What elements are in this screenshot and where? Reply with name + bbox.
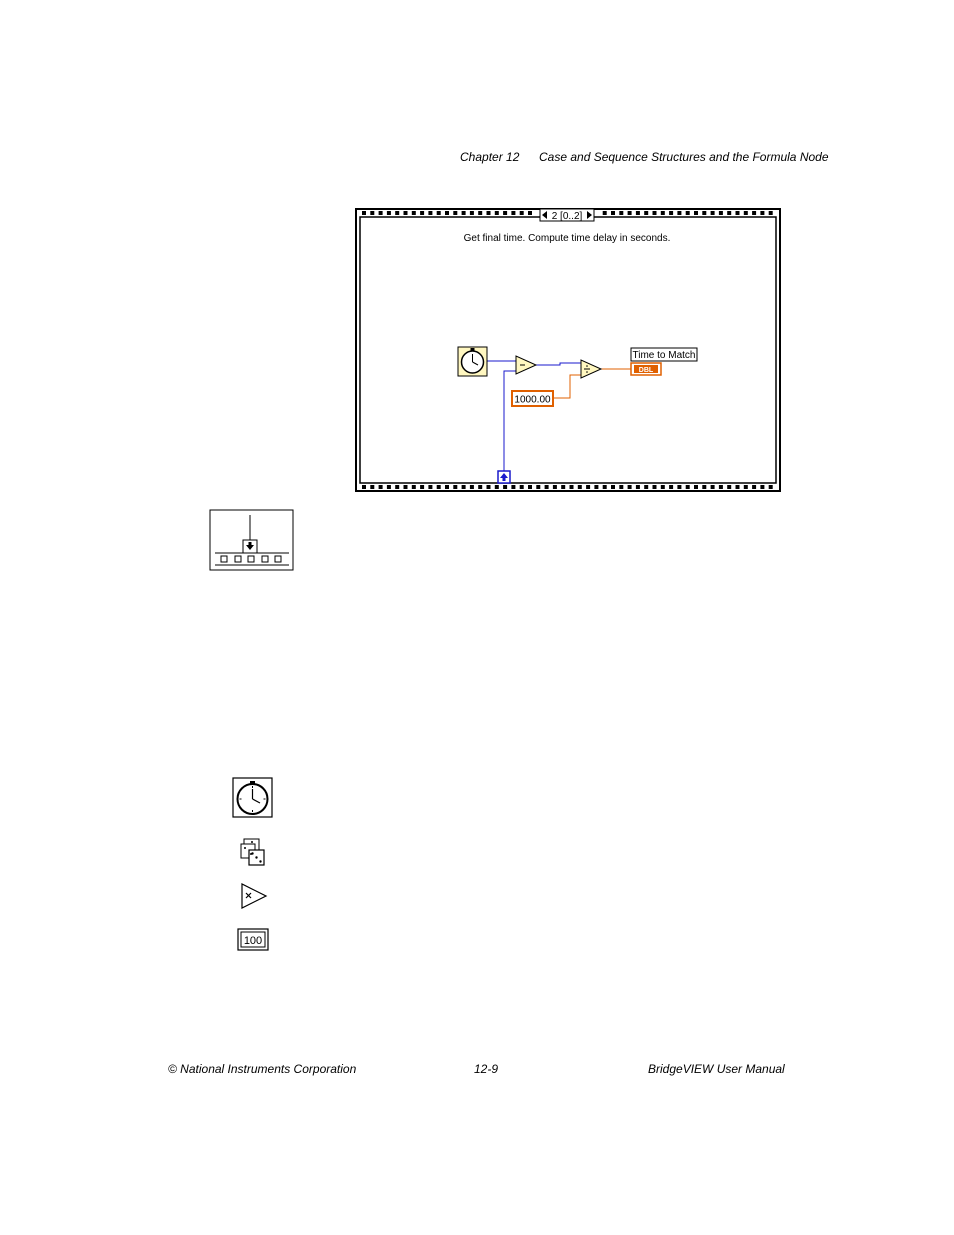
film-strip-hole bbox=[462, 211, 466, 215]
film-strip-hole bbox=[611, 485, 615, 489]
indicator-type: DBL bbox=[638, 367, 654, 374]
film-strip-hole bbox=[736, 485, 740, 489]
film-strip-hole bbox=[453, 485, 457, 489]
film-strip-hole bbox=[744, 485, 748, 489]
frame-selector[interactable] bbox=[540, 209, 594, 222]
film-strip-hole bbox=[752, 485, 756, 489]
film-strip-hole bbox=[760, 211, 764, 215]
film-strip-hole bbox=[702, 211, 706, 215]
footer-page-number: 12-9 bbox=[474, 1062, 499, 1076]
film-strip-hole bbox=[511, 485, 515, 489]
film-strip-hole bbox=[503, 485, 507, 489]
film-strip-hole bbox=[661, 211, 665, 215]
film-strip-hole bbox=[677, 485, 681, 489]
film-strip-hole bbox=[752, 211, 756, 215]
film-strip-hole bbox=[653, 485, 657, 489]
random-number-icon bbox=[240, 838, 266, 866]
film-strip-hole bbox=[528, 485, 532, 489]
film-strip-hole bbox=[487, 211, 491, 215]
film-strip-hole bbox=[404, 211, 408, 215]
numeric-constant-icon bbox=[237, 928, 269, 951]
chapter-title: Case and Sequence Structures and the Formula Node bbox=[539, 150, 829, 164]
film-strip-hole bbox=[619, 211, 623, 215]
film-strip-hole bbox=[370, 211, 374, 215]
film-strip-hole bbox=[686, 211, 690, 215]
film-strip-hole bbox=[379, 485, 383, 489]
film-strip-hole bbox=[387, 211, 391, 215]
film-strip-hole bbox=[619, 485, 623, 489]
film-strip-hole bbox=[520, 211, 524, 215]
indicator-label: Time to Match bbox=[632, 350, 696, 361]
film-strip-hole bbox=[453, 211, 457, 215]
film-strip-hole bbox=[769, 485, 773, 489]
film-strip-hole bbox=[495, 485, 499, 489]
film-strip-hole bbox=[536, 485, 540, 489]
film-strip-hole bbox=[387, 485, 391, 489]
film-strip-hole bbox=[661, 485, 665, 489]
film-strip-hole bbox=[528, 211, 532, 215]
film-strip-hole bbox=[462, 485, 466, 489]
sequence-inner-frame bbox=[360, 217, 776, 483]
constant-value: 1000.00 bbox=[514, 394, 551, 406]
film-strip-hole bbox=[711, 485, 715, 489]
film-strip-hole bbox=[487, 485, 491, 489]
footer-copyright: © National Instruments Corporation bbox=[168, 1062, 357, 1076]
film-strip-hole bbox=[362, 211, 366, 215]
diagram-comment: Get final time. Compute time delay in seconds. bbox=[463, 233, 671, 244]
film-strip-hole bbox=[711, 211, 715, 215]
film-strip-hole bbox=[669, 211, 673, 215]
film-strip-hole bbox=[437, 211, 441, 215]
film-strip-hole bbox=[395, 485, 399, 489]
film-strip-hole bbox=[702, 485, 706, 489]
numeric-constant-1000[interactable] bbox=[512, 391, 553, 406]
film-strip-hole bbox=[694, 211, 698, 215]
film-strip-hole bbox=[578, 485, 582, 489]
film-strip-hole bbox=[669, 485, 673, 489]
film-strip-hole bbox=[470, 485, 474, 489]
film-strip-hole bbox=[570, 485, 574, 489]
film-strip-hole bbox=[520, 485, 524, 489]
sequence-local-terminal[interactable] bbox=[498, 471, 510, 483]
footer-manual-title: BridgeVIEW User Manual bbox=[648, 1062, 785, 1076]
film-strip-hole bbox=[511, 211, 515, 215]
film-strip-hole bbox=[594, 485, 598, 489]
numeric-constant-icon-value: 100 bbox=[243, 935, 263, 947]
film-strip-hole bbox=[470, 211, 474, 215]
film-strip-hole bbox=[395, 211, 399, 215]
film-strip-hole bbox=[644, 211, 648, 215]
film-strip-hole bbox=[437, 485, 441, 489]
film-strip-hole bbox=[636, 211, 640, 215]
film-strip-hole bbox=[478, 485, 482, 489]
sequence-structure-diagram bbox=[354, 207, 782, 493]
film-strip-hole bbox=[445, 485, 449, 489]
frame-selector-label: 2 [0..2] bbox=[551, 211, 583, 222]
chapter-label: Chapter 12 bbox=[460, 150, 520, 164]
film-strip-hole bbox=[445, 211, 449, 215]
film-strip-hole bbox=[628, 485, 632, 489]
tick-count-node[interactable] bbox=[458, 347, 487, 376]
film-strip-hole bbox=[603, 485, 607, 489]
film-strip-hole bbox=[561, 485, 565, 489]
film-strip-hole bbox=[677, 211, 681, 215]
film-strip-hole bbox=[586, 485, 590, 489]
film-strip-hole bbox=[644, 485, 648, 489]
film-strip-hole bbox=[495, 211, 499, 215]
film-strip-hole bbox=[503, 211, 507, 215]
film-strip-hole bbox=[412, 485, 416, 489]
tick-count-icon bbox=[232, 777, 273, 818]
film-strip-hole bbox=[686, 485, 690, 489]
film-strip-hole bbox=[719, 211, 723, 215]
film-strip-hole bbox=[636, 485, 640, 489]
film-strip-hole bbox=[744, 211, 748, 215]
film-strip-hole bbox=[611, 211, 615, 215]
film-strip-hole bbox=[553, 485, 557, 489]
film-strip-hole bbox=[379, 211, 383, 215]
film-strip-hole bbox=[370, 485, 374, 489]
dbl-indicator-terminal[interactable] bbox=[631, 363, 661, 375]
film-strip-hole bbox=[603, 211, 607, 215]
film-strip-hole bbox=[404, 485, 408, 489]
film-strip-hole bbox=[628, 211, 632, 215]
film-strip-hole bbox=[362, 485, 366, 489]
film-strip-hole bbox=[694, 485, 698, 489]
film-strip-hole bbox=[545, 485, 549, 489]
film-strip-hole bbox=[760, 485, 764, 489]
film-strip-hole bbox=[769, 211, 773, 215]
multiply-icon bbox=[240, 882, 268, 910]
film-strip-hole bbox=[653, 211, 657, 215]
film-strip-hole bbox=[719, 485, 723, 489]
film-strip-hole bbox=[727, 211, 731, 215]
sequence-local-icon bbox=[209, 509, 295, 572]
film-strip-hole bbox=[736, 211, 740, 215]
film-strip-hole bbox=[478, 211, 482, 215]
film-strip-hole bbox=[420, 211, 424, 215]
film-strip-hole bbox=[412, 211, 416, 215]
film-strip-hole bbox=[428, 485, 432, 489]
indicator-label-box bbox=[631, 348, 697, 361]
film-strip-hole bbox=[428, 211, 432, 215]
film-strip-hole bbox=[727, 485, 731, 489]
film-strip-hole bbox=[420, 485, 424, 489]
